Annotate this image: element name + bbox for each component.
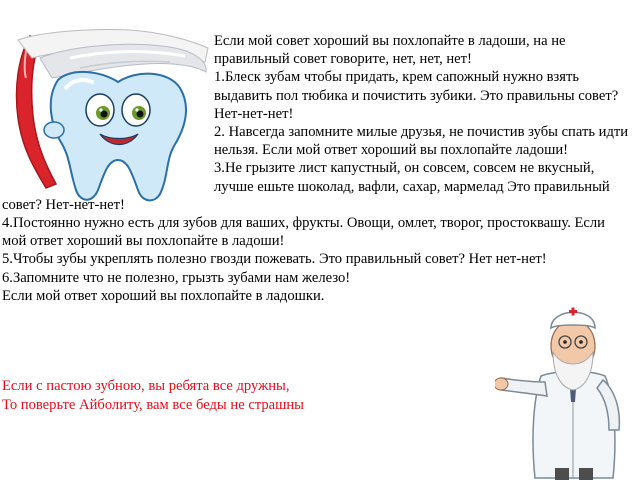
advice-item: 1.Блеск зубам чтобы придать, крем сапожный нужно взять выдавить пол тюбика и почистить зубики. Это правильны совет? Нет-нет-нет! (214, 69, 619, 122)
advice-closing: Если мой ответ хороший вы похлопайте в ладошки. (2, 287, 325, 304)
poem (2, 377, 482, 415)
advice-item: 4.Постоянно нужно есть для зубов для ваших, фрукты. Овощи, омлет, творог, простоквашу. Если мой ответ хороший вы похлопайте в ладоши! (2, 215, 605, 250)
advice-item: 6.Запомните что не полезно, грызть зубами нам железо! (2, 269, 351, 286)
poem-line: Если с пастою зубною, вы ребята все дружны, (2, 378, 290, 394)
doctor-aibolit-icon (495, 290, 640, 480)
advice-intro: Если мой совет хороший вы похлопайте в ладоши, на не правильный совет говорите, нет, нет, нет! (214, 33, 566, 68)
poem-line: То поверьте Айболиту, вам все беды не страшны (2, 397, 304, 413)
advice-item: 2. Навсегда запомните милые друзья, не почистив зубы спать идти нельзя. Если мой ответ хороший вы похлопайте ладоши! (214, 124, 629, 159)
advice-item: 3.Не грызите лист капустный, он совсем, совсем не вкусный, лучше ешьте шоколад, вафли, сахар, мармелад Это правильный совет? Нет-нет-нет! (2, 160, 610, 213)
advice-item: 5.Чтобы зубы укреплять полезно гвозди пожевать. Это правильный совет? Нет нет-нет! (2, 251, 547, 268)
advice-text (2, 32, 630, 305)
